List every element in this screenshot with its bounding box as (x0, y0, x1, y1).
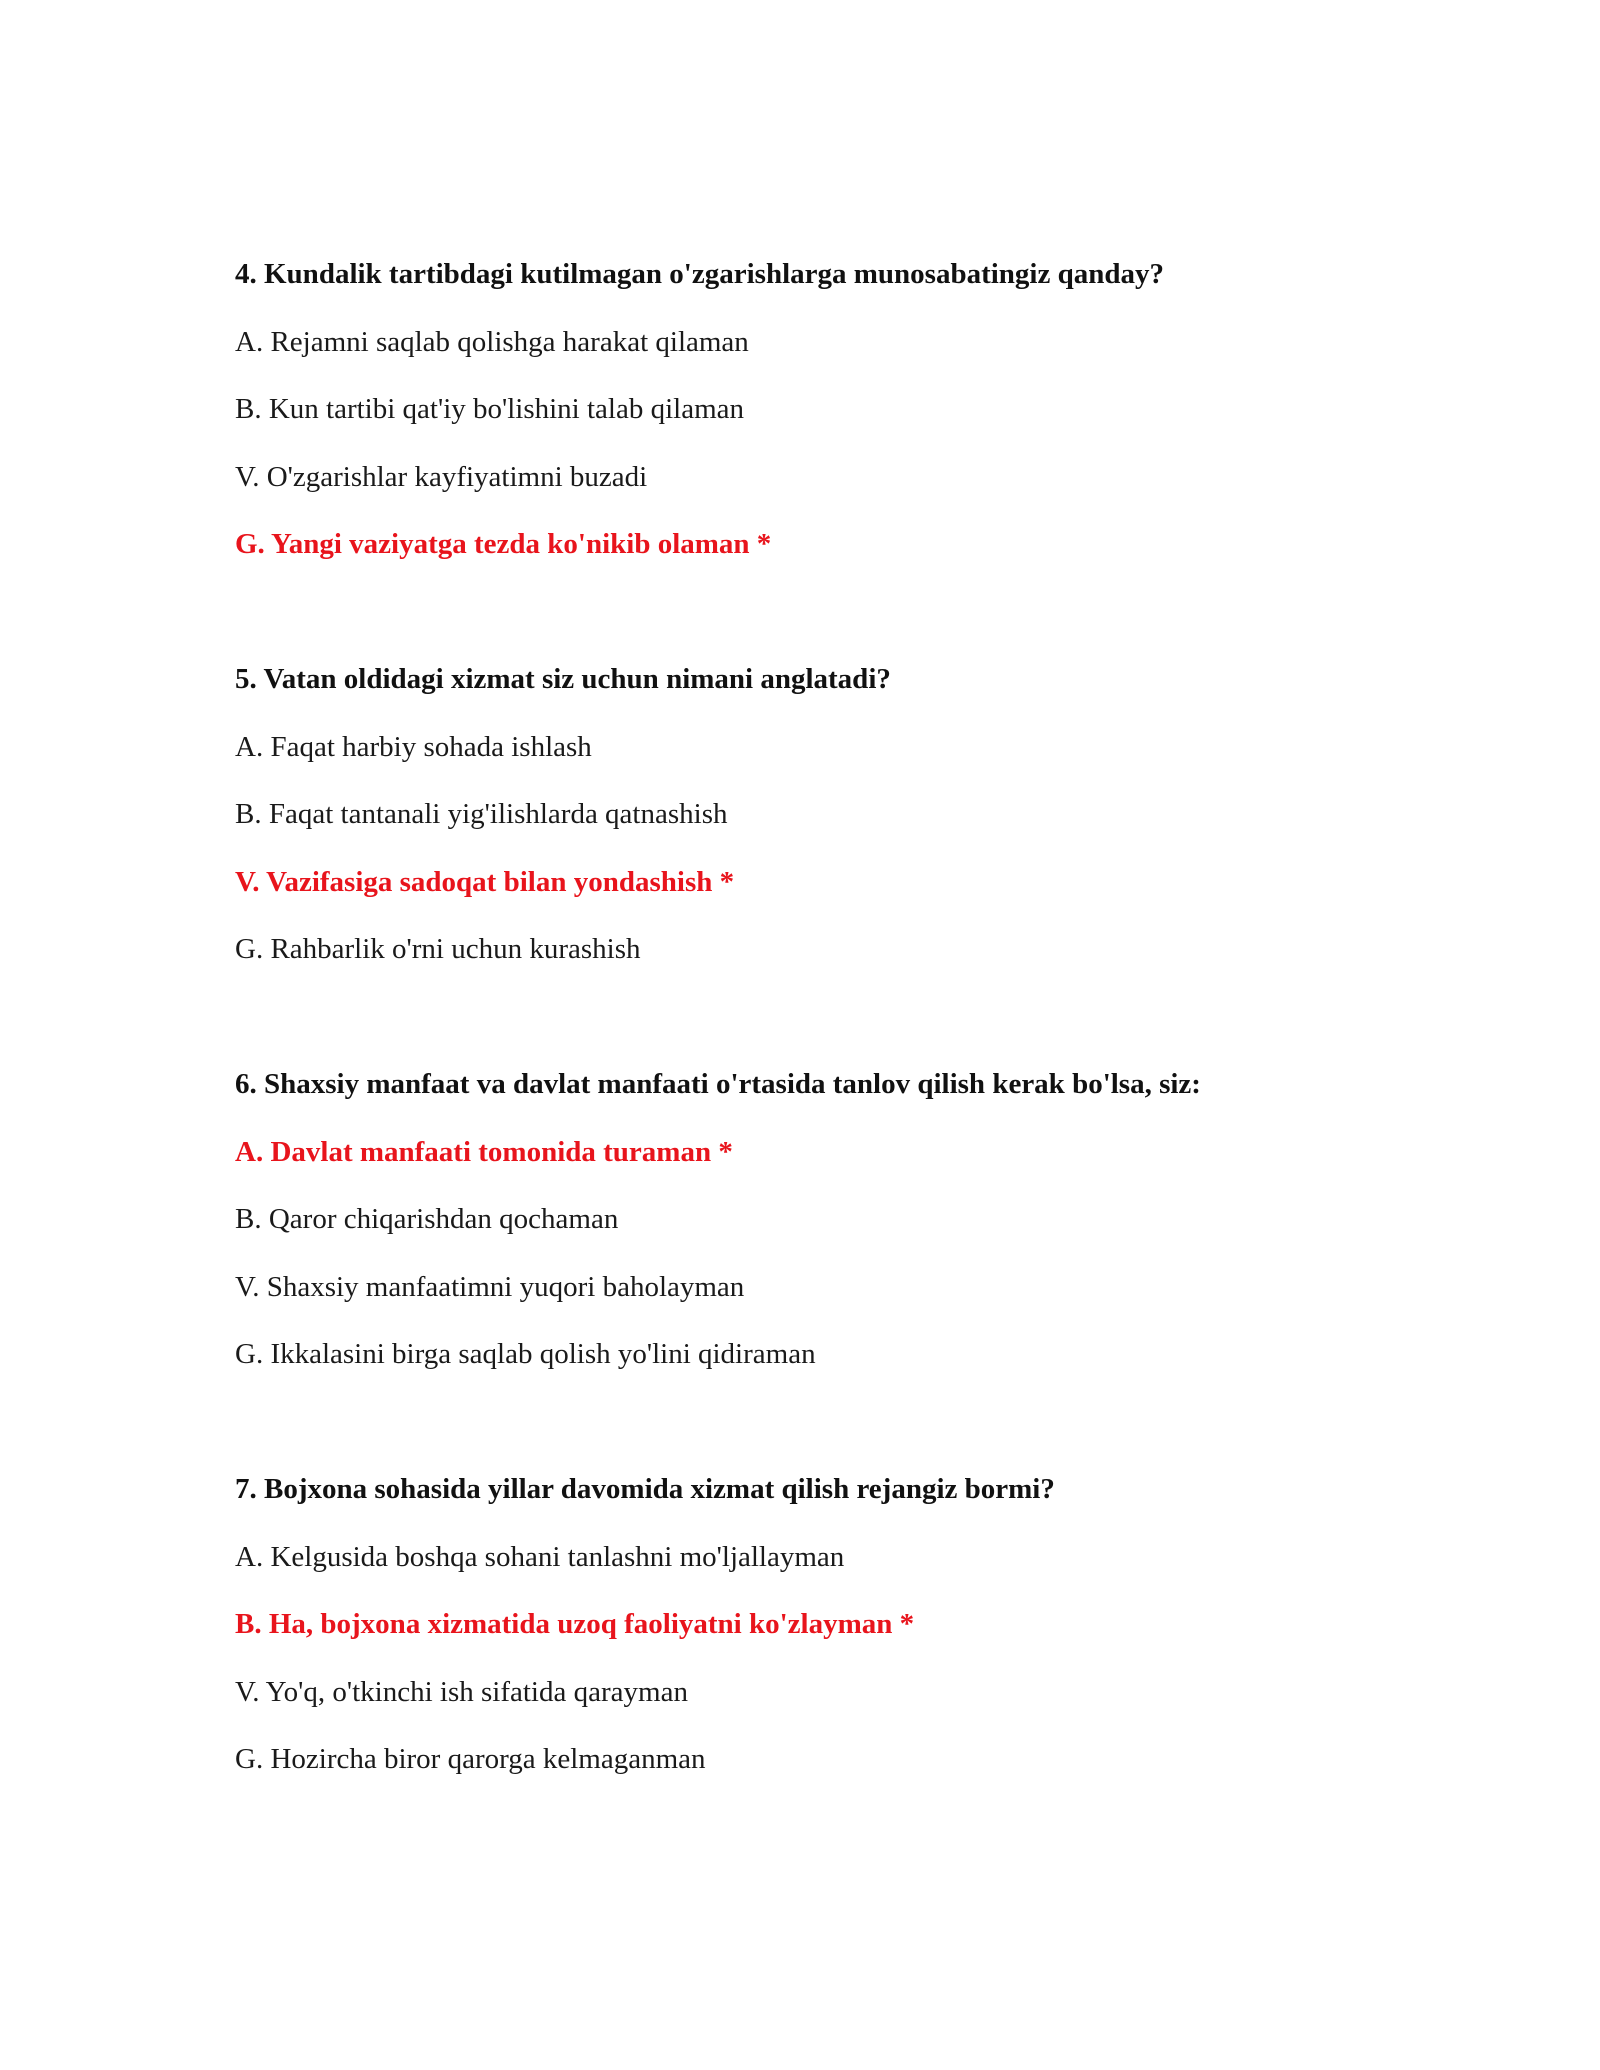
answer-option: B. Faqat tantanali yig'ilishlarda qatnashish (235, 798, 728, 830)
correct-answer-option: G. Yangi vaziyatga tezda ko'nikib olaman * (235, 528, 772, 560)
answer-option: G. Hozircha biror qarorga kelmaganman (235, 1743, 706, 1775)
answer-option: V. Yo'q, o'tkinchi ish sifatida qarayman (235, 1675, 688, 1708)
question-text: 6. Shaxsiy manfaat va davlat manfaati o'rtasida tanlov qilish kerak bo'lsa, siz: (235, 1068, 1201, 1100)
answer-option: A. Rejamni saqlab qolishga harakat qilaman (235, 325, 749, 358)
answer-option: B. Kun tartibi qat'iy bo'lishini talab qilaman (235, 393, 745, 425)
question-text: 4. Kundalik tartibdagi kutilmagan o'zgarishlarga munosabatingiz qanday? (235, 258, 1164, 290)
correct-answer-option: V. Vazifasiga sadoqat bilan yondashish * (235, 865, 735, 898)
answer-option: A. Kelgusida boshqa sohani tanlashni mo'ljallayman (235, 1540, 845, 1573)
answer-option: G. Ikkalasini birga saqlab qolish yo'lini qidiraman (235, 1338, 816, 1370)
answer-option: V. O'zgarishlar kayfiyatimni buzadi (235, 460, 648, 493)
answer-option: B. Qaror chiqarishdan qochaman (235, 1203, 619, 1235)
question-block-7 (235, 1472, 1435, 1776)
question-block-6 (235, 1067, 1435, 1371)
question-block-5 (235, 662, 1435, 966)
correct-answer-option: B. Ha, bojxona xizmatida uzoq faoliyatni ko'zlayman * (235, 1608, 915, 1640)
answer-option: V. Shaxsiy manfaatimni yuqori baholayman (235, 1270, 745, 1303)
correct-answer-option: A. Davlat manfaati tomonida turaman * (235, 1135, 733, 1168)
question-text: 7. Bojxona sohasida yillar davomida xizmat qilish rejangiz bormi? (235, 1473, 1055, 1505)
answer-option: G. Rahbarlik o'rni uchun kurashish (235, 933, 641, 965)
question-block-4 (235, 257, 1435, 561)
question-text: 5. Vatan oldidagi xizmat siz uchun nimani anglatadi? (235, 663, 891, 695)
answer-option: A. Faqat harbiy sohada ishlash (235, 730, 592, 763)
